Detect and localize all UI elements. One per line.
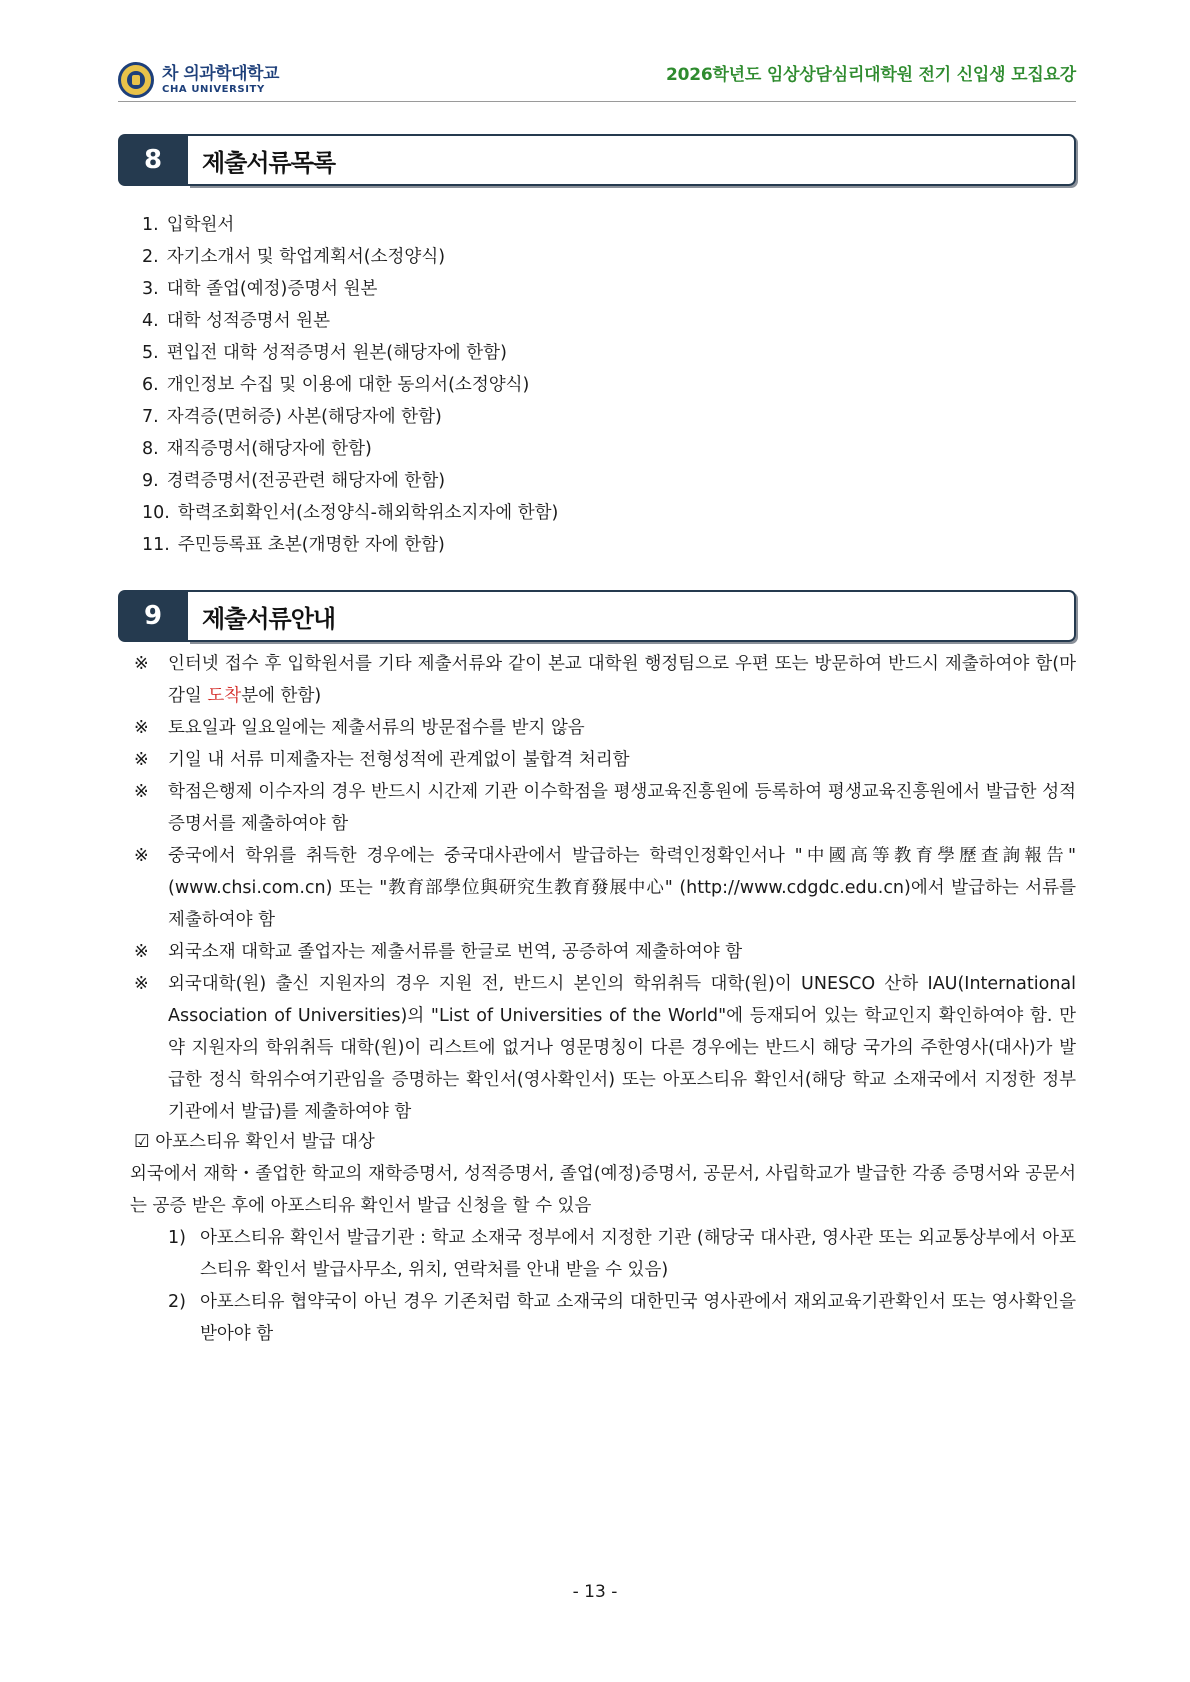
note-item: ※ 인터넷 접수 후 입학원서를 기타 제출서류와 같이 본교 대학원 행정팀으로 우편 또는 방문하여 반드시 제출하여야 함(마감일 도착분에 한함) — [134, 654, 1076, 706]
university-emblem-icon — [118, 62, 154, 98]
note-item: ※ 중국에서 학위를 취득한 경우에는 중국대사관에서 발급하는 학력인정확인서나 "中國高等教育學歷查詢報告" (www.chsi.com.cn) 또는 "教育部學位與研究生教育發展中心" (http://www.cdgdc.edu.cn)에서 발급하는 서류를 제출하여야 함 — [134, 846, 1076, 930]
section-title: 제출서류목록 — [188, 134, 1076, 186]
apostille-intro: 외국에서 재학・졸업한 학교의 재학증명서, 성적증명서, 졸업(예정)증명서, 공문서, 사립학교가 발급한 각종 증명서와 공문서는 공증 받은 후에 아포스티유 확인서 발급 신청을 할 수 있음 — [130, 1164, 1076, 1216]
list-item: 11. 주민등록표 초본(개명한 자에 한함) — [142, 535, 445, 555]
list-item: 2. 자기소개서 및 학업계획서(소정양식) — [142, 247, 446, 267]
list-item: 6. 개인정보 수집 및 이용에 대한 동의서(소정양식) — [142, 375, 530, 395]
note-item: ※ 기일 내 서류 미제출자는 전형성적에 관계없이 불합격 처리함 — [134, 750, 630, 770]
list-item: 10. 학력조회확인서(소정양식-해외학위소지자에 한함) — [142, 503, 559, 523]
list-item: 1) 아포스티유 확인서 발급기관 : 학교 소재국 정부에서 지정한 기관 (해당국 대사관, 영사관 또는 외교통상부에서 아포스티유 확인서 발급사무소, 위치, 연락처를 안내 받을 수 있음) — [168, 1228, 1076, 1280]
list-item: 7. 자격증(면허증) 사본(해당자에 한함) — [142, 407, 442, 427]
section-heading-8 — [118, 134, 1076, 186]
apostille-heading: ☑ 아포스티유 확인서 발급 대상 — [134, 1132, 375, 1152]
logo-english-name: CHA UNIVERSITY — [162, 83, 265, 95]
list-item: 9. 경력증명서(전공관련 해당자에 한함) — [142, 471, 446, 491]
note-item: ※ 외국대학(원) 출신 지원자의 경우 지원 전, 반드시 본인의 학위취득 대학(원)이 UNESCO 산하 IAU(International Association of Universities)의 "List of Universities of the World"에 등재되어 있는 학교인지 확인하여야 함. 만약 지원자의 학위취득 대학(원)이 리스트에 없거나 영문명칭이 다른 경우에는 반드시 해당 국가의 주한영사(대사)가 발급한 정식 학위수여기관임을 증명하는 확인서(영사확인서) 또는 아포스티유 확인서(해당 학교 소재국에서 지정한 정부기관에서 발급)를 제출하여야 함 — [134, 974, 1076, 1122]
list-item: 5. 편입전 대학 성적증명서 원본(해당자에 한함) — [142, 343, 507, 363]
section-number: 8 — [118, 134, 188, 186]
section-heading-9 — [118, 590, 1076, 642]
document-title: 2026학년도 임상상담심리대학원 전기 신입생 모집요강 — [665, 65, 1076, 85]
note-item: ※ 토요일과 일요일에는 제출서류의 방문접수를 받지 않음 — [134, 718, 585, 738]
note-item: ※ 학점은행제 이수자의 경우 반드시 시간제 기관 이수학점을 평생교육진흥원에 등록하여 평생교육진흥원에서 발급한 성적증명서를 제출하여야 함 — [134, 782, 1076, 834]
submission-notes-list — [134, 648, 1076, 1128]
section-title: 제출서류안내 — [188, 590, 1076, 642]
required-documents-list — [142, 209, 558, 561]
list-item: 4. 대학 성적증명서 원본 — [142, 311, 330, 331]
logo-korean-name: 차 의과학대학교 — [162, 63, 279, 84]
apostille-list — [168, 1222, 1076, 1350]
list-item: 1. 입학원서 — [142, 215, 235, 235]
section-number: 9 — [118, 590, 188, 642]
note-item: ※ 외국소재 대학교 졸업자는 제출서류를 한글로 번역, 공증하여 제출하여야 함 — [134, 942, 743, 962]
page-number: - 13 - — [572, 1582, 618, 1602]
list-item: 3. 대학 졸업(예정)증명서 원본 — [142, 279, 378, 299]
list-item: 2) 아포스티유 협약국이 아닌 경우 기존처럼 학교 소재국의 대한민국 영사관에서 재외교육기관확인서 또는 영사확인을 받아야 함 — [168, 1292, 1076, 1344]
deadline-highlight: 도착 — [207, 686, 242, 706]
page-header — [118, 56, 1076, 102]
list-item: 8. 재직증명서(해당자에 한함) — [142, 439, 372, 459]
university-logo — [118, 62, 279, 98]
